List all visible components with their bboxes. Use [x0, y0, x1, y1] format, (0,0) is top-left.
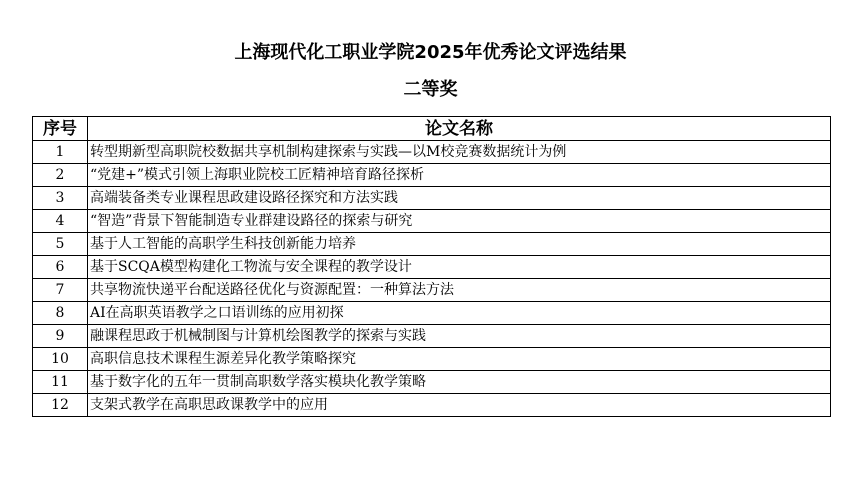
- paper-name: AI在高职英语教学之口语训练的应用初探: [88, 302, 831, 325]
- paper-name: 共享物流快递平台配送路径优化与资源配置：一种算法方法: [88, 279, 831, 302]
- row-number: 7: [33, 279, 88, 302]
- row-number: 10: [33, 348, 88, 371]
- row-number: 4: [33, 210, 88, 233]
- table-row: [33, 371, 831, 394]
- paper-name: 基于SCQA模型构建化工物流与安全课程的教学设计: [88, 256, 831, 279]
- paper-name: 高职信息技术课程生源差异化教学策略探究: [88, 348, 831, 371]
- table-row: [33, 164, 831, 187]
- paper-name: 融课程思政于机械制图与计算机绘图教学的探索与实践: [88, 325, 831, 348]
- table-row: [33, 256, 831, 279]
- paper-name: 转型期新型高职院校数据共享机制构建探索与实践—以M校竞赛数据统计为例: [88, 141, 831, 164]
- award-level-heading: 二等奖: [403, 79, 458, 100]
- paper-name: 高端装备类专业课程思政建设路径探究和方法实践: [88, 187, 831, 210]
- paper-name: 基于数字化的五年一贯制高职数学落实模块化教学策略: [88, 371, 831, 394]
- table-row: [33, 325, 831, 348]
- column-header-number: 序号: [33, 117, 88, 141]
- row-number: 11: [33, 371, 88, 394]
- row-number: 6: [33, 256, 88, 279]
- paper-name: “智造”背景下智能制造专业群建设路径的探索与研究: [88, 210, 831, 233]
- table-row: [33, 302, 831, 325]
- table-row: [33, 141, 831, 164]
- table-row: [33, 394, 831, 417]
- results-table: [32, 116, 831, 417]
- table-row: [33, 187, 831, 210]
- row-number: 5: [33, 233, 88, 256]
- table-row: [33, 233, 831, 256]
- table-row: [33, 279, 831, 302]
- row-number: 2: [33, 164, 88, 187]
- paper-name: 基于人工智能的高职学生科技创新能力培养: [88, 233, 831, 256]
- row-number: 12: [33, 394, 88, 417]
- row-number: 1: [33, 141, 88, 164]
- table-row: [33, 348, 831, 371]
- paper-name: 支架式教学在高职思政课教学中的应用: [88, 394, 831, 417]
- paper-name: “党建+”模式引领上海职业院校工匠精神培育路径探析: [88, 164, 831, 187]
- row-number: 8: [33, 302, 88, 325]
- row-number: 3: [33, 187, 88, 210]
- page-title: 上海现代化工职业学院2025年优秀论文评选结果: [234, 42, 627, 63]
- table-row: [33, 210, 831, 233]
- table-header-row: [33, 117, 831, 141]
- row-number: 9: [33, 325, 88, 348]
- column-header-paper-name: 论文名称: [88, 117, 831, 141]
